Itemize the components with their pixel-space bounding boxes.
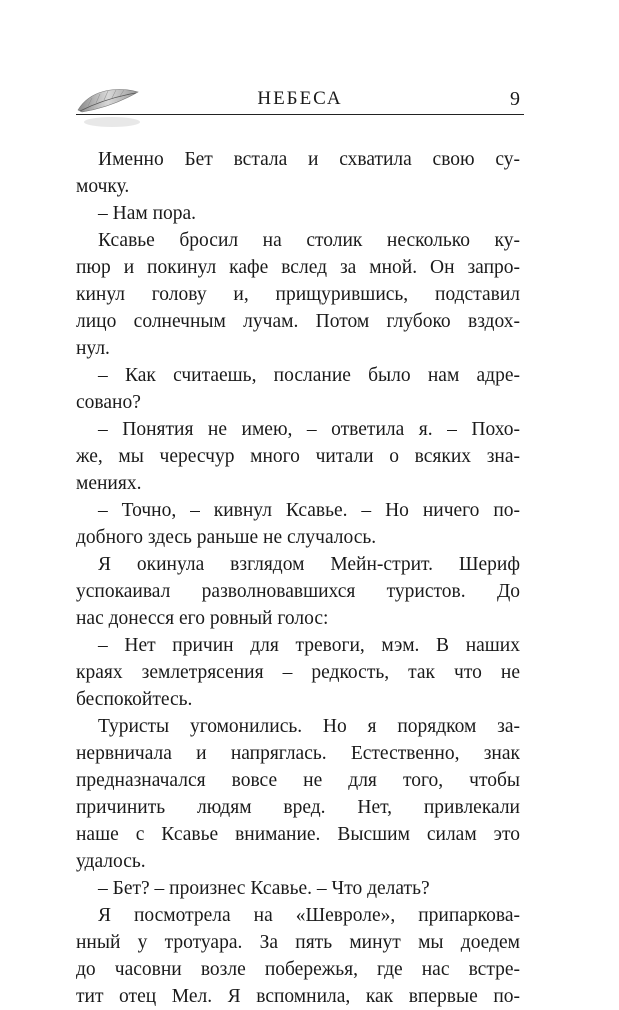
text-line: нас донесся его ровный голос: bbox=[76, 608, 329, 629]
text-line: совано? bbox=[76, 392, 141, 413]
text-line: нный у тротуара. За пять минут мы доедем bbox=[76, 932, 520, 953]
text-line: предназначался вовсе не для того, чтобы bbox=[76, 770, 520, 791]
text-line: наше с Ксавье внимание. Высшим силам это bbox=[76, 824, 520, 845]
text-line: мочку. bbox=[76, 176, 130, 197]
page-number: 9 bbox=[510, 88, 520, 110]
body-text bbox=[76, 146, 520, 1010]
text-line: мениях. bbox=[76, 473, 142, 494]
text-line: нервничала и напряглась. Естественно, знак bbox=[76, 743, 520, 764]
header-divider bbox=[76, 114, 524, 115]
text-line: до часовни возле побережья, где нас встре- bbox=[76, 959, 520, 980]
text-line: же, мы чересчур много читали о всяких зна- bbox=[76, 446, 520, 467]
text-line: – Как считаешь, послание было нам адре- bbox=[98, 365, 520, 386]
running-title: НЕБЕСА bbox=[257, 88, 343, 109]
text-line: лицо солнечным лучам. Потом глубоко вздох- bbox=[76, 311, 520, 332]
text-line: Я посмотрела на «Шевроле», припаркова- bbox=[98, 905, 520, 926]
text-line: – Нам пора. bbox=[98, 203, 197, 224]
text-line: – Нет причин для тревоги, мэм. В наших bbox=[98, 635, 520, 656]
text-line: тит отец Мел. Я вспомнила, как впервые по- bbox=[76, 986, 520, 1007]
text-line: Ксавье бросил на столик несколько ку- bbox=[98, 230, 520, 251]
text-line: Я окинула взглядом Мейн-стрит. Шериф bbox=[98, 554, 520, 575]
text-line: причинить людям вред. Нет, привлекали bbox=[76, 797, 520, 818]
text-line: – Понятия не имею, – ответила я. – Похо- bbox=[98, 419, 520, 440]
text-line: пюр и покинул кафе вслед за мной. Он запро- bbox=[76, 257, 520, 278]
text-line: добного здесь раньше не случалось. bbox=[76, 527, 377, 548]
text-line: Именно Бет встала и схватила свою су- bbox=[98, 149, 520, 170]
running-header bbox=[76, 84, 524, 124]
text-line: кинул голову и, прищурившись, подставил bbox=[76, 284, 520, 305]
text-line: нул. bbox=[76, 338, 110, 359]
text-line: краях землетрясения – редкость, так что не bbox=[76, 662, 520, 683]
text-line: удалось. bbox=[76, 851, 146, 872]
text-line: беспокойтесь. bbox=[76, 689, 193, 710]
text-line: – Бет? – произнес Ксавье. – Что делать? bbox=[98, 878, 430, 899]
text-line: Туристы угомонились. Но я порядком за- bbox=[98, 716, 520, 737]
text-line: – Точно, – кивнул Ксавье. – Но ничего по- bbox=[98, 500, 520, 521]
text-line: успокаивал разволновавшихся туристов. До bbox=[76, 581, 520, 602]
